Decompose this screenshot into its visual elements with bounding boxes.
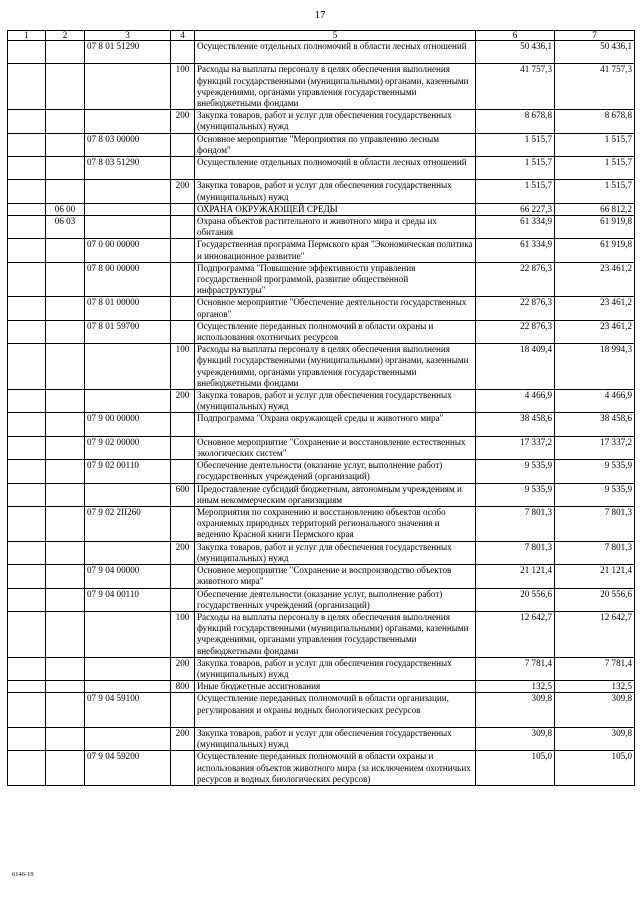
- subsection-cell: [46, 751, 85, 786]
- amount-year2-cell: 12 642,7: [555, 611, 635, 657]
- section-cell: [8, 110, 46, 133]
- target-article-cell: 07 8 03 51290: [85, 157, 171, 180]
- amount-year1-cell: 22 876,3: [476, 320, 555, 343]
- section-cell: [8, 657, 46, 680]
- subsection-cell: 06 00: [46, 203, 85, 215]
- section-cell: [8, 751, 46, 786]
- budget-table: [7, 30, 635, 786]
- subsection-cell: [46, 681, 85, 693]
- expense-type-cell: [171, 157, 195, 180]
- amount-year1-cell: 309,8: [476, 693, 555, 728]
- item-name-cell: Государственная программа Пермского края "Экономическая политика и инновационное развитие": [195, 239, 476, 262]
- amount-year1-cell: 22 876,3: [476, 262, 555, 297]
- table-row: [8, 693, 635, 728]
- target-article-cell: 07 8 03 00000: [85, 133, 171, 156]
- target-article-cell: 07 8 01 59700: [85, 320, 171, 343]
- expense-type-cell: 100: [171, 611, 195, 657]
- expense-type-cell: [171, 413, 195, 436]
- amount-year1-cell: 1 515,7: [476, 133, 555, 156]
- amount-year2-cell: 1 515,7: [555, 133, 635, 156]
- target-article-cell: [85, 390, 171, 413]
- amount-year1-cell: 132,5: [476, 681, 555, 693]
- item-name-cell: Закупка товаров, работ и услуг для обеспечения государственных (муниципальных) нужд: [195, 657, 476, 680]
- expense-type-cell: [171, 216, 195, 239]
- column-header: 2: [46, 31, 85, 41]
- table-row: [8, 611, 635, 657]
- subsection-cell: 06 03: [46, 216, 85, 239]
- subsection-cell: [46, 436, 85, 459]
- amount-year1-cell: 8 678,8: [476, 110, 555, 133]
- item-name-cell: Осуществление отдельных полномочий в области лесных отношений: [195, 157, 476, 180]
- amount-year1-cell: 18 409,4: [476, 344, 555, 390]
- amount-year2-cell: 38 458,6: [555, 413, 635, 436]
- subsection-cell: [46, 460, 85, 483]
- subsection-cell: [46, 239, 85, 262]
- target-article-cell: [85, 110, 171, 133]
- subsection-cell: [46, 727, 85, 750]
- subsection-cell: [46, 483, 85, 506]
- amount-year1-cell: 7 781,4: [476, 657, 555, 680]
- target-article-cell: [85, 203, 171, 215]
- item-name-cell: Основное мероприятие "Сохранение и воспроизводство объектов животного мира": [195, 565, 476, 588]
- expense-type-cell: [171, 507, 195, 542]
- expense-type-cell: 600: [171, 483, 195, 506]
- section-cell: [8, 64, 46, 110]
- section-cell: [8, 297, 46, 320]
- item-name-cell: Подпрограмма "Повышение эффективности управления государственной программой, развитие общественной инфраструктуры": [195, 262, 476, 297]
- expense-type-cell: 100: [171, 344, 195, 390]
- table-row: [8, 239, 635, 262]
- target-article-cell: 07 9 04 00000: [85, 565, 171, 588]
- amount-year2-cell: 309,8: [555, 693, 635, 728]
- subsection-cell: [46, 565, 85, 588]
- amount-year2-cell: 20 556,6: [555, 588, 635, 611]
- amount-year2-cell: 7 801,3: [555, 507, 635, 542]
- column-header: 6: [476, 31, 555, 41]
- amount-year1-cell: 20 556,6: [476, 588, 555, 611]
- column-header: 5: [195, 31, 476, 41]
- amount-year2-cell: 23 461,2: [555, 297, 635, 320]
- target-article-cell: 07 9 02 00000: [85, 436, 171, 459]
- table-row: [8, 157, 635, 180]
- table-row: [8, 483, 635, 506]
- amount-year1-cell: 17 337,2: [476, 436, 555, 459]
- amount-year2-cell: 41 757,3: [555, 64, 635, 110]
- item-name-cell: Охрана объектов растительного и животного мира и среды их обитания: [195, 216, 476, 239]
- amount-year1-cell: 50 436,1: [476, 41, 555, 64]
- subsection-cell: [46, 262, 85, 297]
- target-article-cell: [85, 681, 171, 693]
- item-name-cell: Основное мероприятие "Сохранение и восстановление естественных экологических систем": [195, 436, 476, 459]
- expense-type-cell: [171, 320, 195, 343]
- table-row: [8, 133, 635, 156]
- table-body: [8, 41, 635, 786]
- item-name-cell: Закупка товаров, работ и услуг для обеспечения государственных (муниципальных) нужд: [195, 110, 476, 133]
- section-cell: [8, 157, 46, 180]
- expense-type-cell: [171, 262, 195, 297]
- subsection-cell: [46, 64, 85, 110]
- table-row: [8, 203, 635, 215]
- table-row: [8, 413, 635, 436]
- section-cell: [8, 507, 46, 542]
- target-article-cell: 07 9 04 00110: [85, 588, 171, 611]
- amount-year1-cell: 1 515,7: [476, 180, 555, 203]
- subsection-cell: [46, 413, 85, 436]
- amount-year1-cell: 4 466,9: [476, 390, 555, 413]
- subsection-cell: [46, 657, 85, 680]
- item-name-cell: Предоставление субсидий бюджетным, автономным учреждениям и иным некоммерческим организациям: [195, 483, 476, 506]
- amount-year2-cell: 4 466,9: [555, 390, 635, 413]
- table-row: [8, 41, 635, 64]
- section-cell: [8, 541, 46, 564]
- target-article-cell: [85, 657, 171, 680]
- item-name-cell: Осуществление переданных полномочий в области охраны и использования охотничьих ресурсов: [195, 320, 476, 343]
- section-cell: [8, 460, 46, 483]
- table-row: [8, 460, 635, 483]
- subsection-cell: [46, 344, 85, 390]
- target-article-cell: 07 9 02 2II260: [85, 507, 171, 542]
- section-cell: [8, 203, 46, 215]
- amount-year2-cell: 21 121,4: [555, 565, 635, 588]
- item-name-cell: Расходы на выплаты персоналу в целях обеспечения выполнения функций государственными (муниципальными) органами, казенными учреждениями, органами управления государственными внебюджетными фондами: [195, 344, 476, 390]
- target-article-cell: 07 9 00 00000: [85, 413, 171, 436]
- amount-year2-cell: 9 535,9: [555, 460, 635, 483]
- column-header: 3: [85, 31, 171, 41]
- section-cell: [8, 727, 46, 750]
- target-article-cell: [85, 727, 171, 750]
- subsection-cell: [46, 133, 85, 156]
- table-row: [8, 436, 635, 459]
- amount-year1-cell: 61 334,9: [476, 216, 555, 239]
- target-article-cell: 07 9 02 00110: [85, 460, 171, 483]
- item-name-cell: Основное мероприятие "Мероприятия по управлению лесным фондом": [195, 133, 476, 156]
- item-name-cell: Осуществление переданных полномочий в области организации, регулирования и охраны водных биологических ресурсов: [195, 693, 476, 728]
- expense-type-cell: [171, 239, 195, 262]
- subsection-cell: [46, 541, 85, 564]
- item-name-cell: Обеспечение деятельности (оказание услуг, выполнение работ) государственных учреждений (организаций): [195, 460, 476, 483]
- table-row: [8, 681, 635, 693]
- section-cell: [8, 483, 46, 506]
- section-cell: [8, 693, 46, 728]
- amount-year2-cell: 7 781,4: [555, 657, 635, 680]
- target-article-cell: 07 8 01 51290: [85, 41, 171, 64]
- amount-year2-cell: 61 919,8: [555, 239, 635, 262]
- expense-type-cell: 200: [171, 390, 195, 413]
- item-name-cell: Иные бюджетные ассигнования: [195, 681, 476, 693]
- target-article-cell: 07 9 04 59200: [85, 751, 171, 786]
- amount-year2-cell: 1 515,7: [555, 180, 635, 203]
- amount-year2-cell: 7 801,3: [555, 541, 635, 564]
- table-header: [8, 31, 635, 41]
- table-row: [8, 390, 635, 413]
- amount-year1-cell: 9 535,9: [476, 483, 555, 506]
- item-name-cell: Расходы на выплаты персоналу в целях обеспечения выполнения функций государственными (муниципальными) органами, казенными учреждениями, органами управления государственными внебюджетными фондами: [195, 64, 476, 110]
- target-article-cell: [85, 483, 171, 506]
- table-row: [8, 657, 635, 680]
- expense-type-cell: [171, 297, 195, 320]
- section-cell: [8, 436, 46, 459]
- subsection-cell: [46, 320, 85, 343]
- expense-type-cell: [171, 203, 195, 215]
- table-row: [8, 751, 635, 786]
- item-name-cell: Закупка товаров, работ и услуг для обеспечения государственных (муниципальных) нужд: [195, 727, 476, 750]
- page-number: 17: [314, 9, 326, 21]
- amount-year1-cell: 61 334,9: [476, 239, 555, 262]
- item-name-cell: Закупка товаров, работ и услуг для обеспечения государственных (муниципальных) нужд: [195, 390, 476, 413]
- subsection-cell: [46, 110, 85, 133]
- amount-year2-cell: 18 994,3: [555, 344, 635, 390]
- table-row: [8, 344, 635, 390]
- amount-year2-cell: 132,5: [555, 681, 635, 693]
- amount-year2-cell: 1 515,7: [555, 157, 635, 180]
- table-row: [8, 565, 635, 588]
- item-name-cell: Осуществление переданных полномочий в области охраны и использования объектов животного мира (за исключением охотничьих ресурсов и водных биологических ресурсов): [195, 751, 476, 786]
- amount-year1-cell: 309,8: [476, 727, 555, 750]
- item-name-cell: Основное мероприятие "Обеспечение деятельности государственных органов": [195, 297, 476, 320]
- table-row: [8, 541, 635, 564]
- amount-year2-cell: 23 461,2: [555, 262, 635, 297]
- section-cell: [8, 565, 46, 588]
- item-name-cell: Закупка товаров, работ и услуг для обеспечения государственных (муниципальных) нужд: [195, 541, 476, 564]
- table-row: [8, 216, 635, 239]
- subsection-cell: [46, 157, 85, 180]
- amount-year2-cell: 9 535,9: [555, 483, 635, 506]
- amount-year2-cell: 50 436,1: [555, 41, 635, 64]
- header-row: [8, 31, 635, 41]
- target-article-cell: [85, 216, 171, 239]
- section-cell: [8, 216, 46, 239]
- amount-year1-cell: 7 801,3: [476, 507, 555, 542]
- item-name-cell: Осуществление отдельных полномочий в области лесных отношений: [195, 41, 476, 64]
- amount-year1-cell: 7 801,3: [476, 541, 555, 564]
- section-cell: [8, 344, 46, 390]
- section-cell: [8, 239, 46, 262]
- target-article-cell: 07 8 00 00000: [85, 262, 171, 297]
- target-article-cell: [85, 344, 171, 390]
- table-row: [8, 727, 635, 750]
- expense-type-cell: 200: [171, 657, 195, 680]
- section-cell: [8, 611, 46, 657]
- item-name-cell: Мероприятия по сохранению и восстановлению объектов особо охраняемых природных территорий регионального значения и ведению Красной книги Пермского края: [195, 507, 476, 542]
- amount-year2-cell: 105,0: [555, 751, 635, 786]
- amount-year2-cell: 8 678,8: [555, 110, 635, 133]
- amount-year1-cell: 66 227,3: [476, 203, 555, 215]
- expense-type-cell: [171, 588, 195, 611]
- section-cell: [8, 320, 46, 343]
- amount-year2-cell: 66 812,2: [555, 203, 635, 215]
- column-header: 1: [8, 31, 46, 41]
- amount-year2-cell: 61 919,8: [555, 216, 635, 239]
- target-article-cell: [85, 64, 171, 110]
- column-header: 7: [555, 31, 635, 41]
- amount-year1-cell: 21 121,4: [476, 565, 555, 588]
- amount-year1-cell: 105,0: [476, 751, 555, 786]
- expense-type-cell: [171, 565, 195, 588]
- subsection-cell: [46, 390, 85, 413]
- section-cell: [8, 262, 46, 297]
- section-cell: [8, 390, 46, 413]
- expense-type-cell: [171, 436, 195, 459]
- amount-year2-cell: 309,8: [555, 727, 635, 750]
- expense-type-cell: [171, 41, 195, 64]
- table-row: [8, 507, 635, 542]
- target-article-cell: 07 0 00 00000: [85, 239, 171, 262]
- section-cell: [8, 413, 46, 436]
- section-cell: [8, 588, 46, 611]
- expense-type-cell: 200: [171, 180, 195, 203]
- table-row: [8, 262, 635, 297]
- section-cell: [8, 41, 46, 64]
- amount-year1-cell: 22 876,3: [476, 297, 555, 320]
- item-name-cell: ОХРАНА ОКРУЖАЮЩЕЙ СРЕДЫ: [195, 203, 476, 215]
- subsection-cell: [46, 693, 85, 728]
- amount-year1-cell: 41 757,3: [476, 64, 555, 110]
- target-article-cell: [85, 541, 171, 564]
- target-article-cell: 07 8 01 00000: [85, 297, 171, 320]
- amount-year2-cell: 17 337,2: [555, 436, 635, 459]
- amount-year1-cell: 38 458,6: [476, 413, 555, 436]
- amount-year1-cell: 9 535,9: [476, 460, 555, 483]
- expense-type-cell: 800: [171, 681, 195, 693]
- item-name-cell: Расходы на выплаты персоналу в целях обеспечения выполнения функций государственными (муниципальными) органами, казенными учреждениями, органами управления государственными внебюджетными фондами: [195, 611, 476, 657]
- amount-year1-cell: 1 515,7: [476, 157, 555, 180]
- expense-type-cell: [171, 751, 195, 786]
- expense-type-cell: [171, 460, 195, 483]
- table-row: [8, 180, 635, 203]
- expense-type-cell: 200: [171, 727, 195, 750]
- item-name-cell: Обеспечение деятельности (оказание услуг, выполнение работ) государственных учреждений (организаций): [195, 588, 476, 611]
- section-cell: [8, 133, 46, 156]
- expense-type-cell: [171, 693, 195, 728]
- section-cell: [8, 180, 46, 203]
- subsection-cell: [46, 507, 85, 542]
- target-article-cell: 07 9 04 59100: [85, 693, 171, 728]
- table-row: [8, 320, 635, 343]
- item-name-cell: Закупка товаров, работ и услуг для обеспечения государственных (муниципальных) нужд: [195, 180, 476, 203]
- expense-type-cell: 200: [171, 541, 195, 564]
- section-cell: [8, 681, 46, 693]
- item-name-cell: Подпрограмма "Охрана окружающей среды и животного мира": [195, 413, 476, 436]
- table-row: [8, 64, 635, 110]
- column-header: 4: [171, 31, 195, 41]
- subsection-cell: [46, 180, 85, 203]
- subsection-cell: [46, 41, 85, 64]
- target-article-cell: [85, 611, 171, 657]
- expense-type-cell: [171, 133, 195, 156]
- target-article-cell: [85, 180, 171, 203]
- subsection-cell: [46, 588, 85, 611]
- subsection-cell: [46, 297, 85, 320]
- expense-type-cell: 200: [171, 110, 195, 133]
- table-row: [8, 297, 635, 320]
- table-row: [8, 110, 635, 133]
- amount-year2-cell: 23 461,2: [555, 320, 635, 343]
- amount-year1-cell: 12 642,7: [476, 611, 555, 657]
- expense-type-cell: 100: [171, 64, 195, 110]
- subsection-cell: [46, 611, 85, 657]
- table-row: [8, 588, 635, 611]
- document-code: 6146-19: [12, 871, 34, 878]
